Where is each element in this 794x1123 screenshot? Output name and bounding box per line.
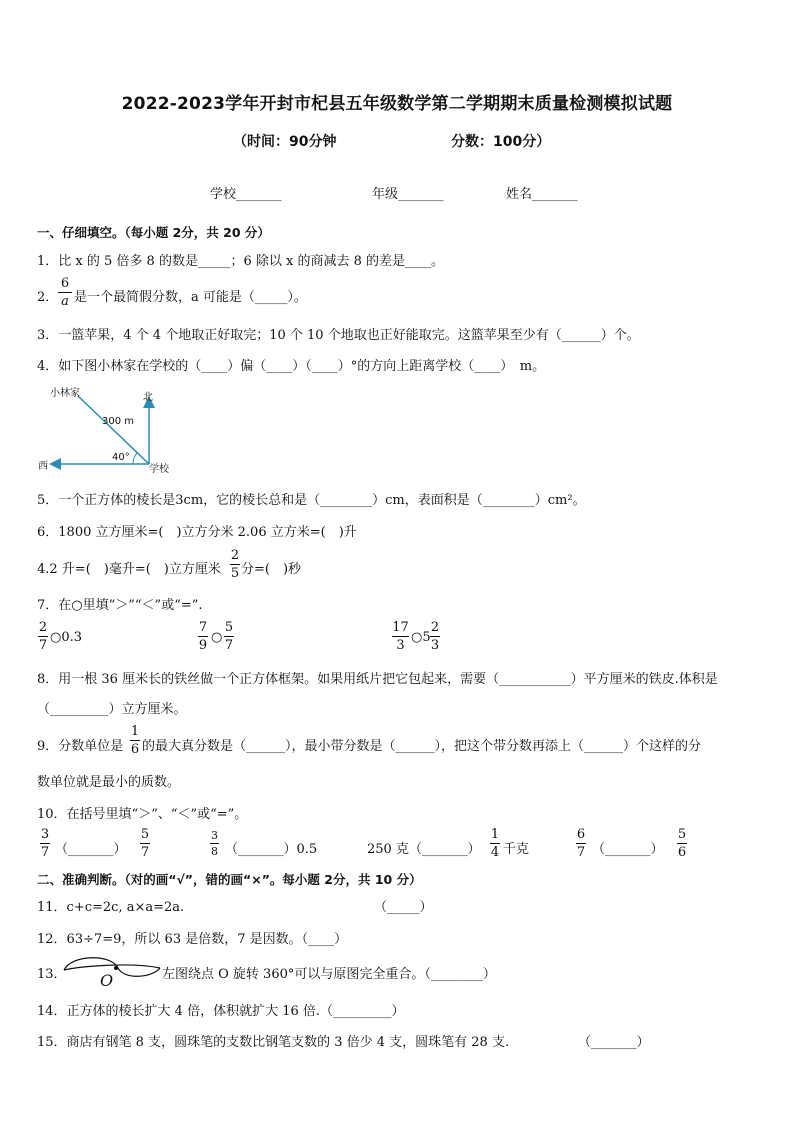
fraction-denominator: 7: [576, 845, 586, 860]
fraction-numerator: 6: [576, 827, 586, 842]
q10-fraction-a1: [40, 828, 50, 859]
grade-field: 年级_______: [372, 187, 444, 202]
question-9-prefix: 9．分数单位是: [37, 739, 124, 754]
fraction-numerator: 2: [38, 620, 48, 635]
fraction-denominator: 3: [430, 638, 440, 653]
fraction-numerator: 2: [430, 620, 440, 635]
fraction-numerator: 7: [198, 620, 208, 635]
distance-label: 300 m: [102, 416, 135, 427]
question-2: 是一个最简假分数，a 可能是（_____）。: [74, 290, 307, 305]
school-field: 学校_______: [210, 187, 282, 202]
q7-fraction-c2: [430, 621, 440, 652]
question-9-fraction: [130, 725, 140, 756]
question-8-line-1: 8．用一根 36 厘米长的铁丝做一个正方体框架。如果用纸片把它包起来，需要（___________）平方厘米的铁皮.体积是: [37, 672, 718, 687]
fraction-numerator: 5: [140, 827, 150, 842]
question-9: 的最大真分数是（______），最小带分数是（______），把这个带分数再添上（______）个这样的分: [142, 739, 702, 754]
question-3: 3．一篮苹果，4 个 4 个地取正好取完；10 个 10 个地取也正好能取完。这篮苹果至少有（______）个。: [37, 328, 640, 343]
fraction-denominator: 7: [40, 845, 50, 860]
q7-fraction-a: [38, 621, 48, 652]
question-8-line-2: （_________）立方厘米。: [37, 702, 187, 717]
angle-label: 40°: [112, 452, 130, 463]
school-label: 学校: [149, 464, 169, 475]
fraction-denominator: 7: [140, 845, 150, 860]
section-1-heading: 一、仔细填空。（每小题 2分，共 20 分）: [37, 225, 270, 240]
question-13-prefix: 13．: [37, 967, 67, 982]
q7-fraction-b2: [224, 621, 234, 652]
fraction-numerator: 5: [677, 827, 687, 842]
fraction-numerator: 3: [211, 829, 218, 842]
question-9-line-2: 数单位就是最小的质数。: [37, 775, 181, 790]
question-14: 14．正方体的棱长扩大 4 倍，体积就扩大 16 倍.（_________）: [37, 1004, 405, 1019]
fraction-denominator: 3: [396, 638, 405, 653]
west-label: 西: [38, 461, 48, 472]
question-6-line-1: 6．1800 立方厘米=( )立方分米 2.06 立方米=( )升: [37, 525, 357, 540]
question-4: 4．如下图小林家在学校的（____）偏（____）（____）°的方向上距离学校（____） m。: [37, 359, 546, 374]
home-label: 小林家: [50, 388, 80, 399]
fraction-numerator: 17: [392, 620, 409, 635]
fraction-numerator: 6: [60, 276, 70, 291]
fraction-denominator: 7: [38, 638, 48, 653]
q10-blank-d: （_______）: [592, 842, 664, 857]
question-2-prefix: 2．: [37, 290, 59, 305]
q7-compare-c: ○5: [411, 630, 431, 645]
fraction-denominator: a: [61, 294, 69, 309]
fraction-denominator: 4: [490, 845, 500, 860]
q10-fraction-d2: [677, 828, 687, 859]
question-6-line-2a: 4.2 升=( )毫升=( )立方厘米: [37, 562, 221, 577]
fraction-denominator: 8: [211, 845, 218, 858]
fraction-numerator: 1: [490, 827, 500, 842]
q10-blank-c: 250 克（_______）: [367, 842, 481, 857]
q7-fraction-c1: [392, 621, 409, 652]
question-2-fraction: [58, 277, 72, 308]
exam-score: 分数：100分）: [451, 134, 551, 150]
q10-fraction-d1: [576, 828, 586, 859]
question-7: 7．在○里填“＞”“＜”或“=”.: [37, 598, 203, 613]
fraction-numerator: 5: [224, 620, 234, 635]
north-label: 北: [143, 392, 153, 403]
exam-time: （时间：90分钟: [233, 134, 337, 150]
question-15-blank: （_______）: [578, 1035, 650, 1050]
q7-compare-a: ○0.3: [50, 630, 83, 645]
question-5: 5．一个正方体的棱长是3cm，它的棱长总和是（________）cm，表面积是（________）cm²。: [37, 493, 586, 508]
name-field: 姓名_______: [506, 187, 578, 202]
fraction-denominator: 6: [677, 845, 687, 860]
fraction-numerator: 1: [130, 724, 140, 739]
fraction-denominator: 6: [130, 742, 140, 757]
question-12: 12．63÷7=9，所以 63 是倍数，7 是因数。（____）: [37, 932, 348, 947]
fraction-denominator: 5: [230, 566, 240, 581]
question-10: 10．在括号里填“＞”、“＜”或“=”。: [37, 807, 248, 822]
question-11: 11．c+c=2c, a×a=2a.: [37, 900, 185, 915]
fraction-denominator: 7: [224, 638, 234, 653]
fraction-numerator: 2: [230, 548, 240, 563]
question-15: 15．商店有钢笔 8 支，圆珠笔的支数比钢笔支数的 3 倍少 4 支，圆珠笔有 28 支.: [37, 1035, 510, 1050]
q7-fraction-b1: [198, 621, 208, 652]
rotation-figure: [62, 954, 162, 988]
question-13: 左图绕点 O 旋转 360°可以与原图完全重合。（________）: [162, 967, 496, 982]
q10-fraction-c2: [490, 828, 500, 859]
fraction-numerator: 3: [40, 827, 50, 842]
point-o-label: O: [100, 971, 114, 988]
section-2-heading: 二、准确判断。（对的画“√”，错的画“×”。每小题 2分，共 10 分）: [37, 872, 422, 887]
direction-diagram: [30, 383, 190, 477]
question-6-line-2b: 分=( )秒: [241, 562, 302, 577]
q10-blank-b: （_______）0.5: [225, 842, 318, 857]
q10-fraction-b1: [210, 830, 219, 857]
q7-compare-b: ○: [211, 630, 223, 645]
page-title: 2022-2023学年开封市杞县五年级数学第二学期期末质量检测模拟试题: [121, 94, 673, 114]
question-1: 1．比 x 的 5 倍多 8 的数是_____；6 除以 x 的商减去 8 的差是____。: [37, 254, 444, 269]
fraction-denominator: 9: [198, 638, 208, 653]
q10-fraction-a2: [140, 828, 150, 859]
question-6-fraction: [230, 549, 240, 580]
q10-blank-a: （_______）: [55, 842, 127, 857]
question-11-blank: （_____）: [374, 900, 433, 915]
q10-unit-c: 千克: [503, 842, 530, 857]
